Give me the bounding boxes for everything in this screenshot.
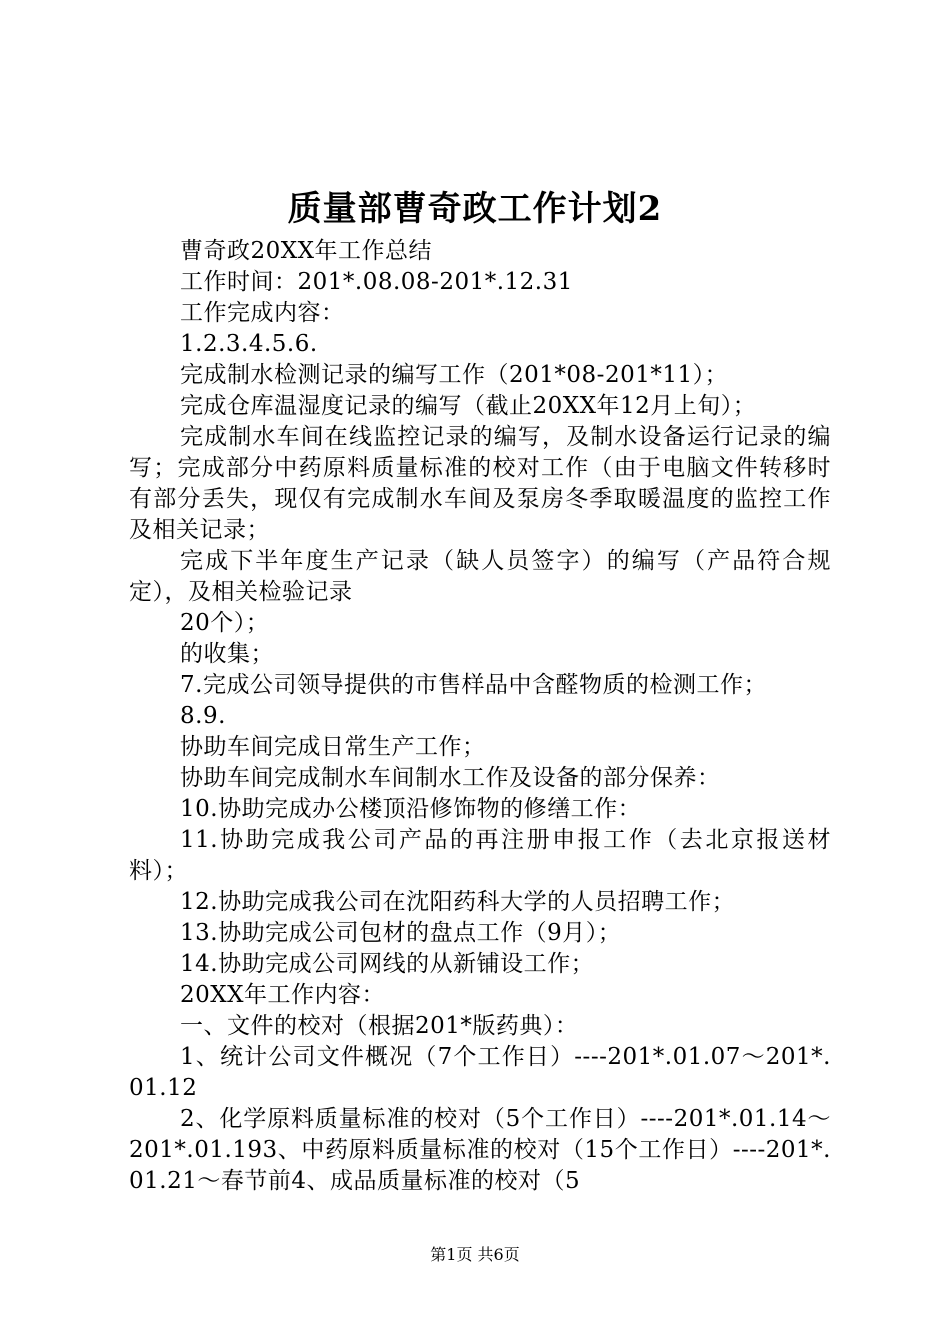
paragraph: 1、统计公司文件概况（7个工作日）----201*.01.07～201*.01.12 [129,1044,831,1101]
paragraph: 的收集； [180,641,274,667]
paragraph: 完成仓库温湿度记录的编写（截止20XX年12月上旬）； [180,393,757,419]
paragraph: 2、化学原料质量标准的校对（5个工作日）----201*.01.14～201*.01.193、中药原料质量标准的校对（15个工作日）----201*.01.21～春节前4、成品质量标准的校对（5 [129,1106,831,1194]
paragraph: 14.协助完成公司网线的从新铺设工作； [180,951,595,977]
paragraph: 20个）； [180,610,270,636]
document-title: 质量部曹奇政工作计划2 [287,189,663,229]
paragraph: 工作完成内容： [180,300,345,326]
paragraph: 协助车间完成制水车间制水工作及设备的部分保养： [180,765,721,791]
paragraph: 协助车间完成日常生产工作； [180,734,486,760]
paragraph: 10.协助完成办公楼顶沿修饰物的修缮工作： [180,796,642,822]
paragraph: 一、文件的校对（根据201*版药典）： [180,1013,579,1039]
paragraph: 曹奇政20XX年工作总结 [180,238,433,264]
paragraph: 完成制水检测记录的编写工作（201*08-201*11）； [180,362,729,388]
page-number-footer: 第1页 共6页 [430,1245,520,1264]
paragraph: 7.完成公司领导提供的市售样品中含醛物质的检测工作； [180,672,767,698]
paragraph: 工作时间：201*.08.08-201*.12.31 [180,269,573,295]
paragraph: 12.协助完成我公司在沈阳药科大学的人员招聘工作； [180,889,736,915]
paragraph: 11.协助完成我公司产品的再注册申报工作（去北京报送材料）； [129,827,831,884]
paragraph: 完成制水车间在线监控记录的编写，及制水设备运行记录的编写；完成部分中药原料质量标准的校对工作（由于电脑文件转移时有部分丢失，现仅有完成制水车间及泵房冬季取暖温度的监控工作及相关记录； [129,424,831,543]
paragraph: 13.协助完成公司包材的盘点工作（9月）； [180,920,622,946]
paragraph: 1.2.3.4.5.6. [180,331,318,357]
paragraph: 8.9. [180,703,226,729]
paragraph: 20XX年工作内容： [180,982,386,1008]
paragraph: 完成下半年度生产记录（缺人员签字）的编写（产品符合规定），及相关检验记录 [129,548,831,605]
document-body [129,236,831,1197]
